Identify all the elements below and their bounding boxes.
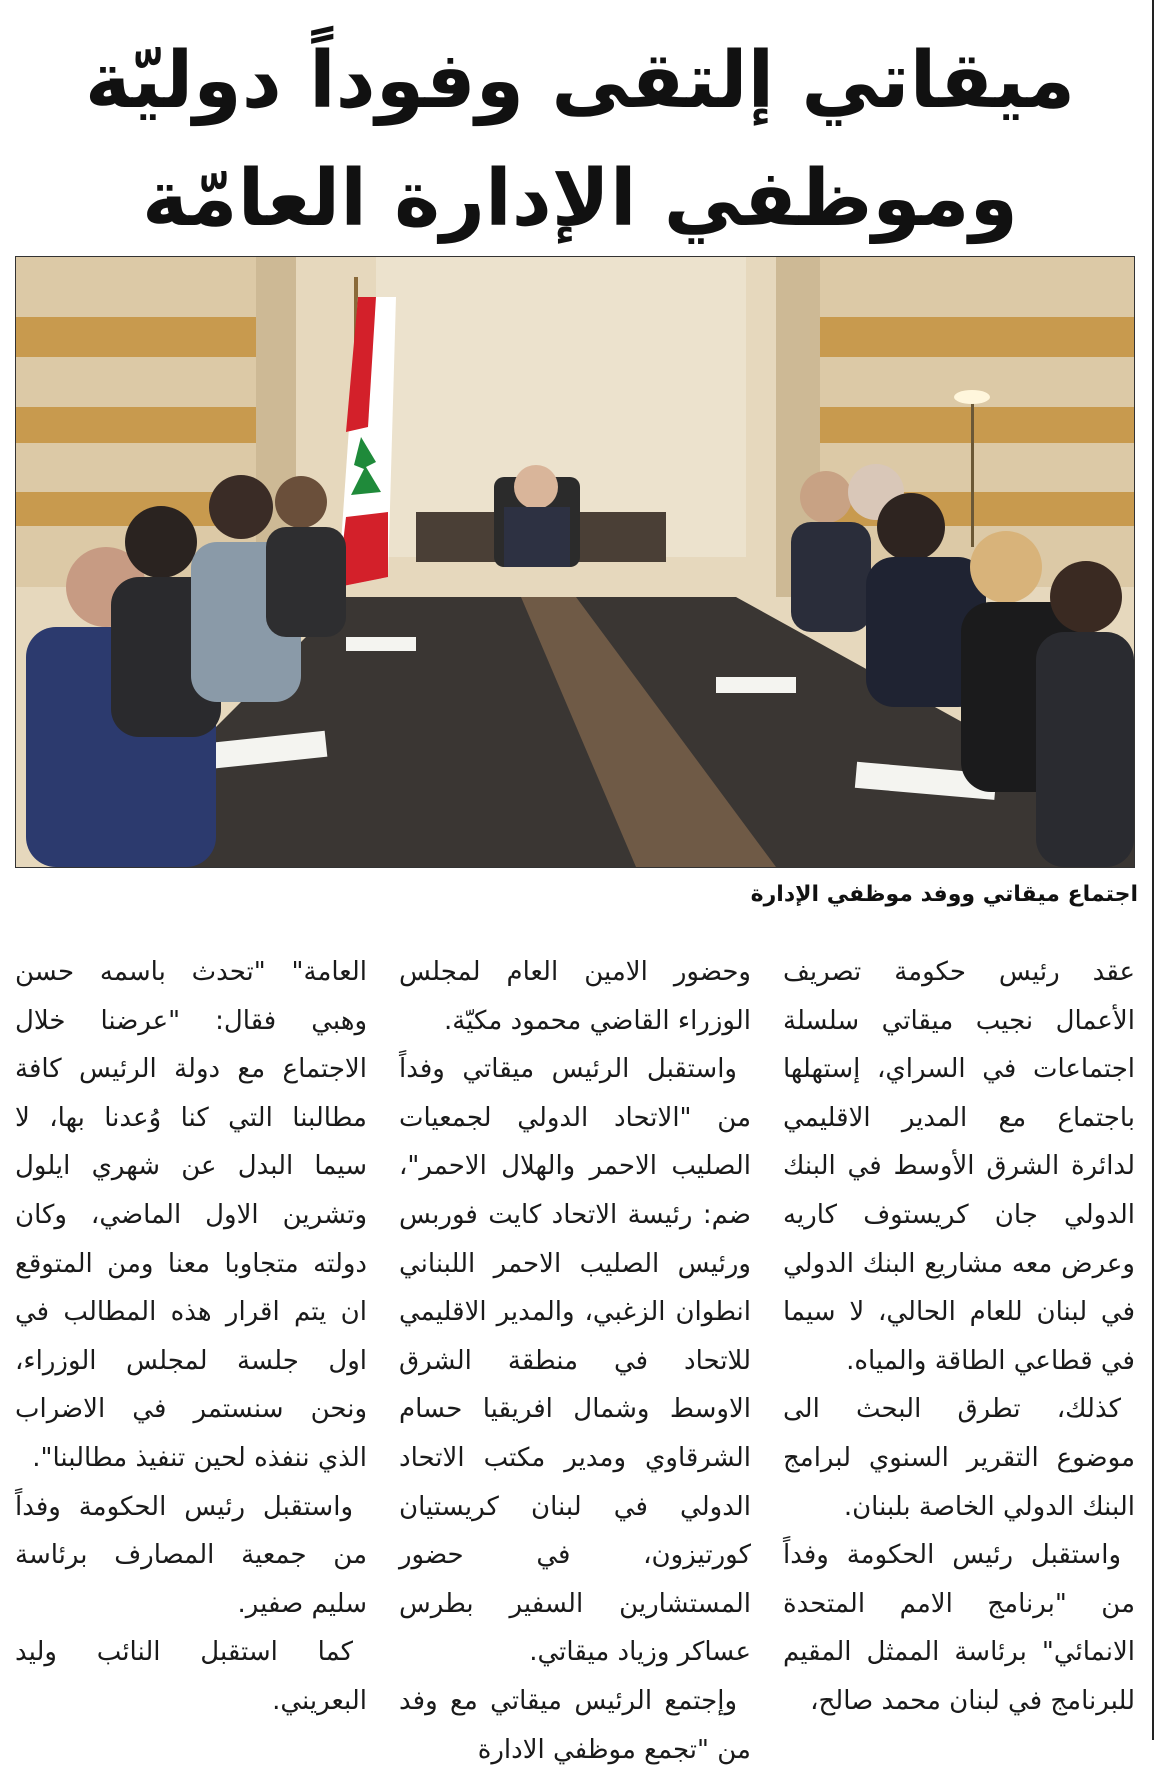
paragraph: واستقبل رئيس الحكومة وفداً من "برنامج الامم المتحدة الانمائي" برئاسة الممثل المقيم للبرنامج في لبنان محمد صالح، [783,1540,1135,1716]
photo-caption: اجتماع ميقاتي ووفد موظفي الإدارة [750,882,1138,907]
article-column-2 [399,948,751,1765]
meeting-photo [15,256,1135,868]
page-edge-rule [1152,0,1154,1740]
headline-line-2: وموظفي الإدارة العامّة [142,154,1018,244]
paragraph: واستقبل رئيس الحكومة وفداً من جمعية المصارف برئاسة سليم صفير. [15,1491,367,1619]
headline [20,22,1140,258]
paragraph: وإجتمع الرئيس ميقاتي مع وفد من "تجمع موظفي الادارة [399,1685,751,1765]
meeting-photo-icon [16,257,1134,867]
paragraph: كما استقبل النائب وليد البعريني. [15,1637,367,1716]
paragraph: واستقبل الرئيس ميقاتي وفداً من "الاتحاد الدولي لجمعيات الصليب الاحمر والهلال الاحمر"، ضم: رئيسة الاتحاد كايت فوربس ورئيس الصليب الاحمر اللبناني انطوان الزغبي، والمدير الاقليمي للاتحاد في منطقة الشرق الاوسط وشمال افريقيا حسام الشرقاوي ومدير مكتب الاتحاد الدولي في لبنان كريستيان كورتيزون، في حضور المستشارين السفير بطرس عساكر وزياد ميقاتي. [399,1054,751,1668]
headline-line-1: ميقاتي إلتقى وفوداً دوليّة [84,36,1076,126]
article-column-3 [15,948,367,1728]
paragraph: العامة" "تحدث باسمه حسن وهبي فقال: "عرضنا خلال الاجتماع مع دولة الرئيس كافة مطالبنا التي كنا وُعدنا بها، لا سيما البدل عن شهري ايلول وتشرين الاول الماضي، وكان دولته متجاوبا معنا ومن المتوقع ان يتم اقرار هذه المطالب في اول جلسة لمجلس الوزراء، ونحن سنستمر في الاضراب الذي ننفذه لحين تنفيذ مطالبنا". [15,957,367,1473]
paragraph: وحضور الامين العام لمجلس الوزراء القاضي محمود مكيّة. [399,957,751,1036]
paragraph: عقد رئيس حكومة تصريف الأعمال نجيب ميقاتي سلسلة اجتماعات في السراي، إستهلها باجتماع مع المدير الاقليمي لدائرة الشرق الأوسط في البنك الدولي جان كريستوف كاريه وعرض معه مشاريع البنك الدولي في لبنان للعام الحالي، لا سيما في قطاعي الطاقة والمياه. [783,957,1135,1376]
article-body [15,948,1135,1765]
paragraph: كذلك، تطرق البحث الى موضوع التقرير السنوي لبرامج البنك الدولي الخاصة بلبنان. [783,1394,1135,1522]
article-column-1 [783,948,1135,1728]
